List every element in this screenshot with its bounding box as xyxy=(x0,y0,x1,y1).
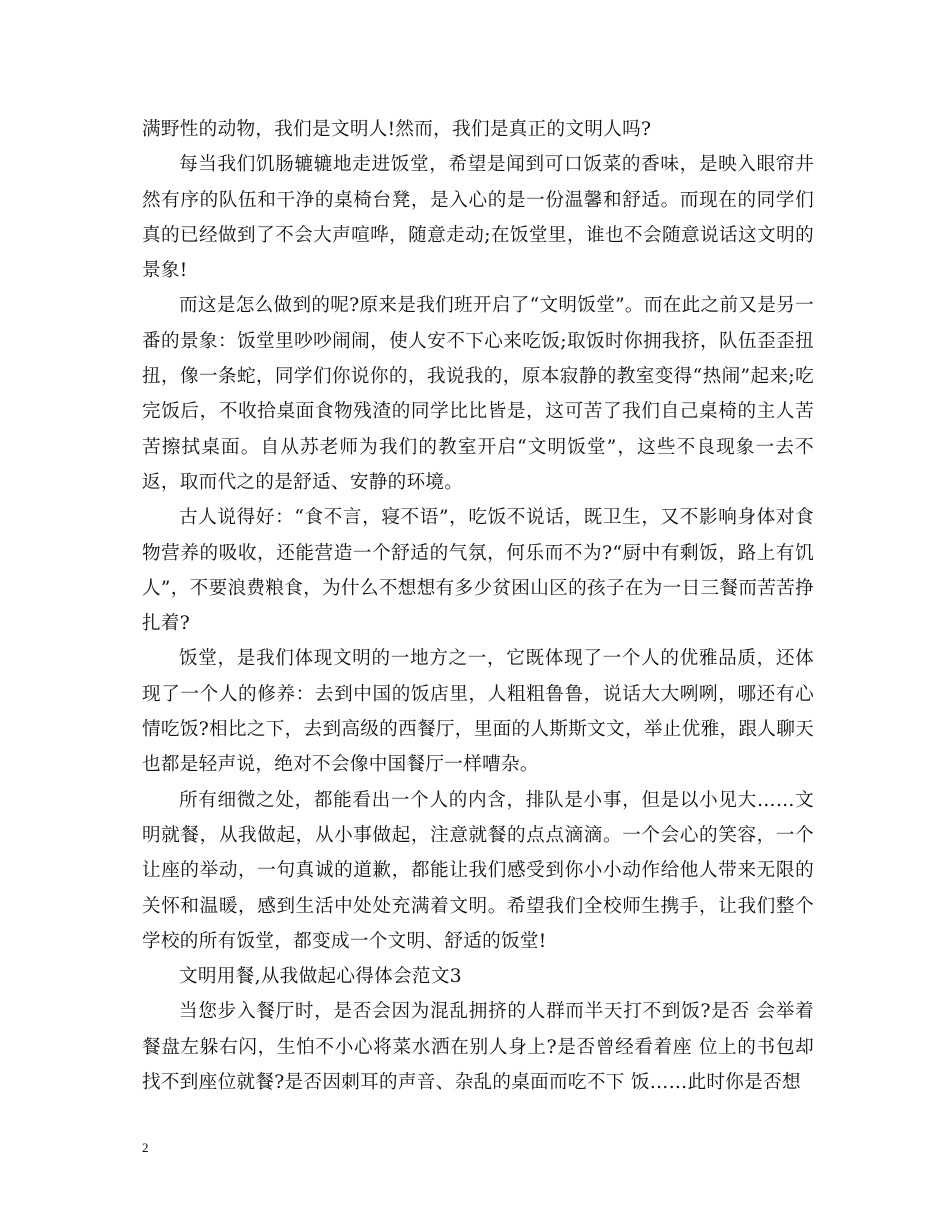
paragraph-4: 古人说得好：“食不言，寝不语”，吃饭不说话，既卫生，又不影响身体对食物营养的吸收，还能营造一个舒适的气氛，何乐而不为?“厨中有剩饭，路上有饥人”，不要浪费粮食，为什么不想想有多少贫困山区的孩子在为一日三餐而苦苦挣扎着? xyxy=(142,507,814,635)
paragraph-7: 当您步入餐厅时，是否会因为混乱拥挤的人群而半天打不到饭?是否 会举着餐盘左躲右闪，生怕不小心将菜水洒在别人身上?是否曾经看着座 位上的书包却找不到座位就餐?是否因刺耳的声音、杂乱的桌面而吃不下 饭……此时你是否想 xyxy=(142,1001,814,1094)
paragraph-5: 饭堂，是我们体现文明的一地方之一，它既体现了一个人的优雅品质，还体现了一个人的修养：去到中国的饭店里，人粗粗鲁鲁，说话大大咧咧，哪还有心情吃饭?相比之下，去到高级的西餐厅，里面的人斯斯文文，举止优雅，跟人聊天也都是轻声说，绝对不会像中国餐厅一样嘈杂。 xyxy=(142,648,814,776)
paragraph-6: 所有细微之处，都能看出一个人的内含，排队是小事，但是以小见大……文明就餐，从我做起，从小事做起，注意就餐的点点滴滴。一个会心的笑容，一个让座的举动，一句真诚的道歉，都能让我们感受到你小小动作给他人带来无限的关怀和温暖，感到生活中处处充满着文明。希望我们全校师生携手，让我们整个学校的所有饭堂，都变成一个文明、舒适的饭堂! xyxy=(142,789,814,952)
page-number: 2 xyxy=(142,1140,149,1155)
paragraph-1: 满野性的动物，我们是文明人!然而，我们是真正的文明人吗? xyxy=(142,119,652,140)
paragraph-2: 每当我们饥肠辘辘地走进饭堂，希望是闻到可口饭菜的香味，是映入眼帘井然有序的队伍和干净的桌椅台凳，是入心的是一份温馨和舒适。而现在的同学们真的已经做到了不会大声喧哗，随意走动;在饭堂里，谁也不会随意说话这文明的景象! xyxy=(142,154,814,282)
document-page xyxy=(142,112,814,1100)
section-heading: 文明用餐,从我做起心得体会范文3 xyxy=(179,966,462,988)
paragraph-3: 而这是怎么做到的呢?原来是我们班开启了“文明饭堂”。而在此之前又是另一番的景象：饭堂里吵吵闹闹，使人安不下心来吃饭;取饭时你拥我挤，队伍歪歪扭扭，像一条蛇，同学们你说你的，我说我的，原本寂静的教室变得“热闹”起来;吃完饭后，不收拾桌面食物残渣的同学比比皆是，这可苦了我们自己桌椅的主人苦苦擦拭桌面。自从苏老师为我们的教室开启“文明饭堂”，这些不良现象一去不返，取而代之的是舒适、安静的环境。 xyxy=(142,295,814,493)
